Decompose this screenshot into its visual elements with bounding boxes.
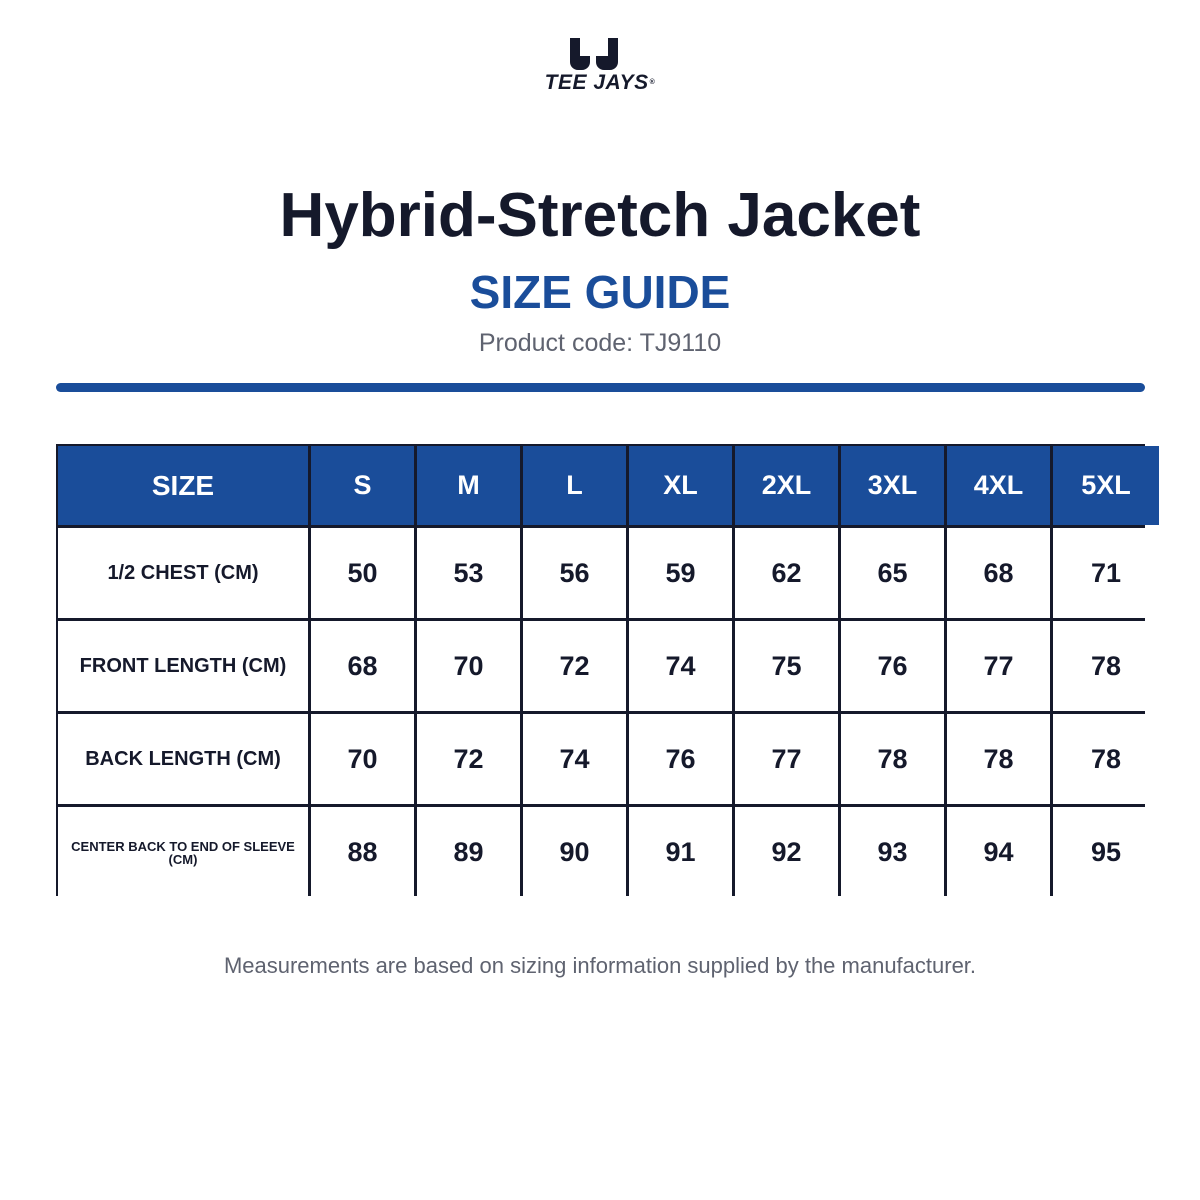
brand-wordmark: [545, 72, 656, 94]
row-label-front-length: FRONT LENGTH (CM): [58, 621, 308, 711]
table-cell: 68: [311, 621, 414, 711]
page-title: Hybrid-Stretch Jacket: [279, 181, 921, 250]
table-cell: 70: [311, 714, 414, 804]
table-cell: 72: [523, 621, 626, 711]
table-cell: 95: [1053, 807, 1159, 898]
table-cell: 77: [947, 621, 1050, 711]
table-cell: 92: [735, 807, 838, 898]
table-cell: 91: [629, 807, 732, 898]
table-header-cell: 5XL: [1053, 446, 1159, 525]
table-header-size: SIZE: [58, 446, 308, 525]
table-cell: 56: [523, 528, 626, 618]
footnote: Measurements are based on sizing information supplied by the manufacturer.: [223, 953, 977, 978]
page-subtitle: SIZE GUIDE: [469, 266, 731, 318]
table-cell: 78: [1053, 714, 1159, 804]
table-cell: 53: [417, 528, 520, 618]
table-cell: 68: [947, 528, 1050, 618]
brand-logo: [533, 38, 667, 98]
table-cell: 74: [629, 621, 732, 711]
table-cell: 70: [417, 621, 520, 711]
product-code: Product code: TJ9110: [478, 329, 722, 357]
brand-name: TEE JAYS: [544, 71, 649, 94]
table-cell: 62: [735, 528, 838, 618]
size-table: [56, 444, 1145, 896]
row-label-back-length: BACK LENGTH (CM): [58, 714, 308, 804]
table-cell: 90: [523, 807, 626, 898]
table-header-cell: 3XL: [841, 446, 944, 525]
table-cell: 50: [311, 528, 414, 618]
table-cell: 75: [735, 621, 838, 711]
table-cell: 74: [523, 714, 626, 804]
table-cell: 72: [417, 714, 520, 804]
table-cell: 76: [629, 714, 732, 804]
table-header-cell: XL: [629, 446, 732, 525]
table-header-cell: S: [311, 446, 414, 525]
tee-jays-logo-icon: [568, 38, 632, 70]
table-cell: 93: [841, 807, 944, 898]
table-cell: 88: [311, 807, 414, 898]
registered-mark: ®: [649, 79, 656, 86]
table-cell: 71: [1053, 528, 1159, 618]
table-cell: 89: [417, 807, 520, 898]
table-header-cell: 2XL: [735, 446, 838, 525]
row-label-sleeve: CENTER BACK TO END OF SLEEVE (CM): [58, 807, 308, 898]
table-cell: 77: [735, 714, 838, 804]
table-cell: 59: [629, 528, 732, 618]
table-cell: 78: [841, 714, 944, 804]
table-header-cell: 4XL: [947, 446, 1050, 525]
table-cell: 78: [947, 714, 1050, 804]
row-label-chest: 1/2 CHEST (CM): [58, 528, 308, 618]
table-cell: 94: [947, 807, 1050, 898]
table-cell: 76: [841, 621, 944, 711]
table-header-cell: L: [523, 446, 626, 525]
table-header-cell: M: [417, 446, 520, 525]
table-cell: 78: [1053, 621, 1159, 711]
divider: [56, 383, 1145, 392]
table-cell: 65: [841, 528, 944, 618]
